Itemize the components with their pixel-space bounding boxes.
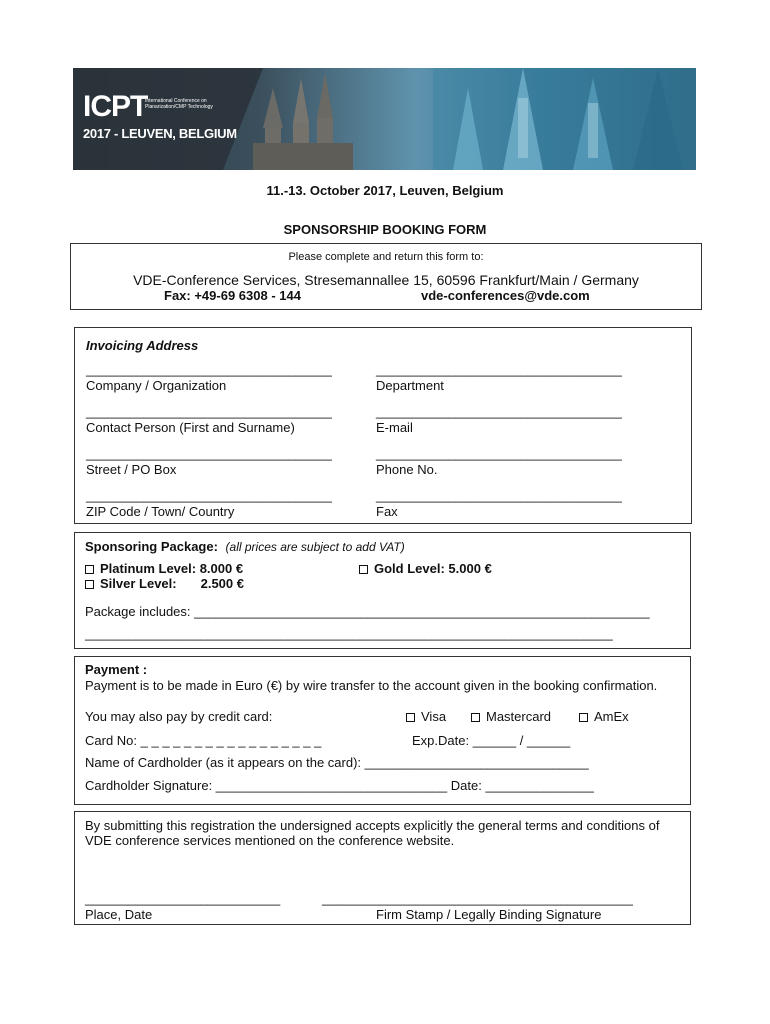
cathedral-illustration	[73, 68, 696, 170]
return-address: VDE-Conference Services, Stresemannallee 15, 60596 Frankfurt/Main / Germany	[133, 272, 639, 288]
zip-blank[interactable]: __________________________________	[86, 488, 332, 503]
mastercard-label: Mastercard	[486, 709, 552, 724]
silver-checkbox[interactable]	[85, 580, 94, 589]
payment-heading: Payment :	[85, 662, 148, 677]
company-label: Company / Organization	[86, 378, 227, 393]
silver-option[interactable]	[85, 576, 244, 591]
conference-location-banner: 2017 - LEUVEN, BELGIUM	[83, 126, 237, 141]
visa-checkbox[interactable]	[406, 713, 415, 722]
gold-price: 5.000 €	[448, 561, 492, 576]
place-date-label: Place, Date	[85, 907, 153, 922]
fax-label: Fax	[376, 504, 398, 519]
conference-logo: ICPT	[83, 90, 148, 123]
platinum-price: 8.000 €	[199, 561, 244, 576]
place-date-blank[interactable]: ___________________________	[85, 891, 281, 906]
amex-option[interactable]	[579, 709, 629, 724]
signature-label: Firm Stamp / Legally Binding Signature	[376, 907, 602, 922]
event-date: 11.-13. October 2017, Leuven, Belgium	[266, 183, 504, 198]
silver-price: 2.500 €	[200, 576, 244, 591]
amex-checkbox[interactable]	[579, 713, 588, 722]
exp-date-field[interactable]: Exp.Date: ______ / ______	[412, 733, 571, 748]
department-label: Department	[376, 378, 444, 393]
package-heading: Sponsoring Package:	[85, 539, 218, 554]
gold-option[interactable]	[359, 561, 492, 576]
signature-blank[interactable]: ___________________________________________	[322, 891, 633, 906]
mastercard-option[interactable]	[471, 709, 551, 724]
package-includes-label: Package includes:	[85, 604, 191, 619]
visa-option[interactable]	[406, 709, 446, 724]
contact-email: vde-conferences@vde.com	[421, 288, 590, 303]
invoicing-heading: Invoicing Address	[86, 338, 199, 353]
platinum-option[interactable]	[85, 561, 243, 576]
terms-section	[74, 811, 691, 925]
email-blank[interactable]: __________________________________	[376, 404, 622, 419]
return-instruction: Please complete and return this form to:	[288, 251, 484, 263]
cardholder-name-field[interactable]: Name of Cardholder (as it appears on the card): _______________________________	[85, 755, 589, 770]
credit-card-text: You may also pay by credit card:	[85, 709, 273, 724]
phone-label: Phone No.	[376, 462, 438, 477]
platinum-label: Platinum Level:	[100, 561, 197, 576]
contact-person-label: Contact Person (First and Surname)	[86, 420, 295, 435]
fax-blank[interactable]: __________________________________	[376, 488, 622, 503]
street-blank[interactable]: __________________________________	[86, 446, 332, 461]
conference-banner	[73, 68, 696, 170]
package-includes-blank[interactable]: _______________________________________________________________	[194, 604, 650, 619]
mastercard-checkbox[interactable]	[471, 713, 480, 722]
conference-logo-subtitle: International Conference on Planarization/CMP Technology	[145, 98, 213, 110]
payment-section	[74, 656, 691, 805]
return-address-box	[70, 243, 702, 310]
form-title: SPONSORSHIP BOOKING FORM	[283, 222, 487, 237]
invoicing-address-section	[74, 327, 692, 524]
phone-blank[interactable]: __________________________________	[376, 446, 622, 461]
visa-label: Visa	[421, 709, 447, 724]
zip-label: ZIP Code / Town/ Country	[86, 504, 235, 519]
silver-label: Silver Level:	[100, 576, 177, 591]
sponsoring-package-section	[74, 532, 691, 649]
card-number-field[interactable]: Card No: _ _ _ _ _ _ _ _ _ _ _ _ _ _ _ _ _	[85, 733, 322, 748]
payment-instructions: Payment is to be made in Euro (€) by wire transfer to the account given in the booking confirmation.	[85, 678, 658, 693]
package-includes-blank-2[interactable]: _________________________________________________________________________	[85, 626, 613, 641]
amex-label: AmEx	[594, 709, 629, 724]
gold-label: Gold Level:	[374, 561, 445, 576]
terms-text: By submitting this registration the undersigned accepts explicitly the general terms and conditions of VDE conference services mentioned on the conference website.	[85, 818, 660, 848]
email-label: E-mail	[376, 420, 413, 435]
department-blank[interactable]: __________________________________	[376, 362, 622, 377]
gold-checkbox[interactable]	[359, 565, 368, 574]
cardholder-signature-field[interactable]: Cardholder Signature: ________________________________ Date: _______________	[85, 778, 594, 793]
platinum-checkbox[interactable]	[85, 565, 94, 574]
vat-note: (all prices are subject to add VAT)	[225, 540, 405, 554]
contact-person-blank[interactable]: __________________________________	[86, 404, 332, 419]
company-blank[interactable]: __________________________________	[86, 362, 332, 377]
street-label: Street / PO Box	[86, 462, 177, 477]
fax-number: Fax: +49-69 6308 - 144	[164, 288, 301, 303]
